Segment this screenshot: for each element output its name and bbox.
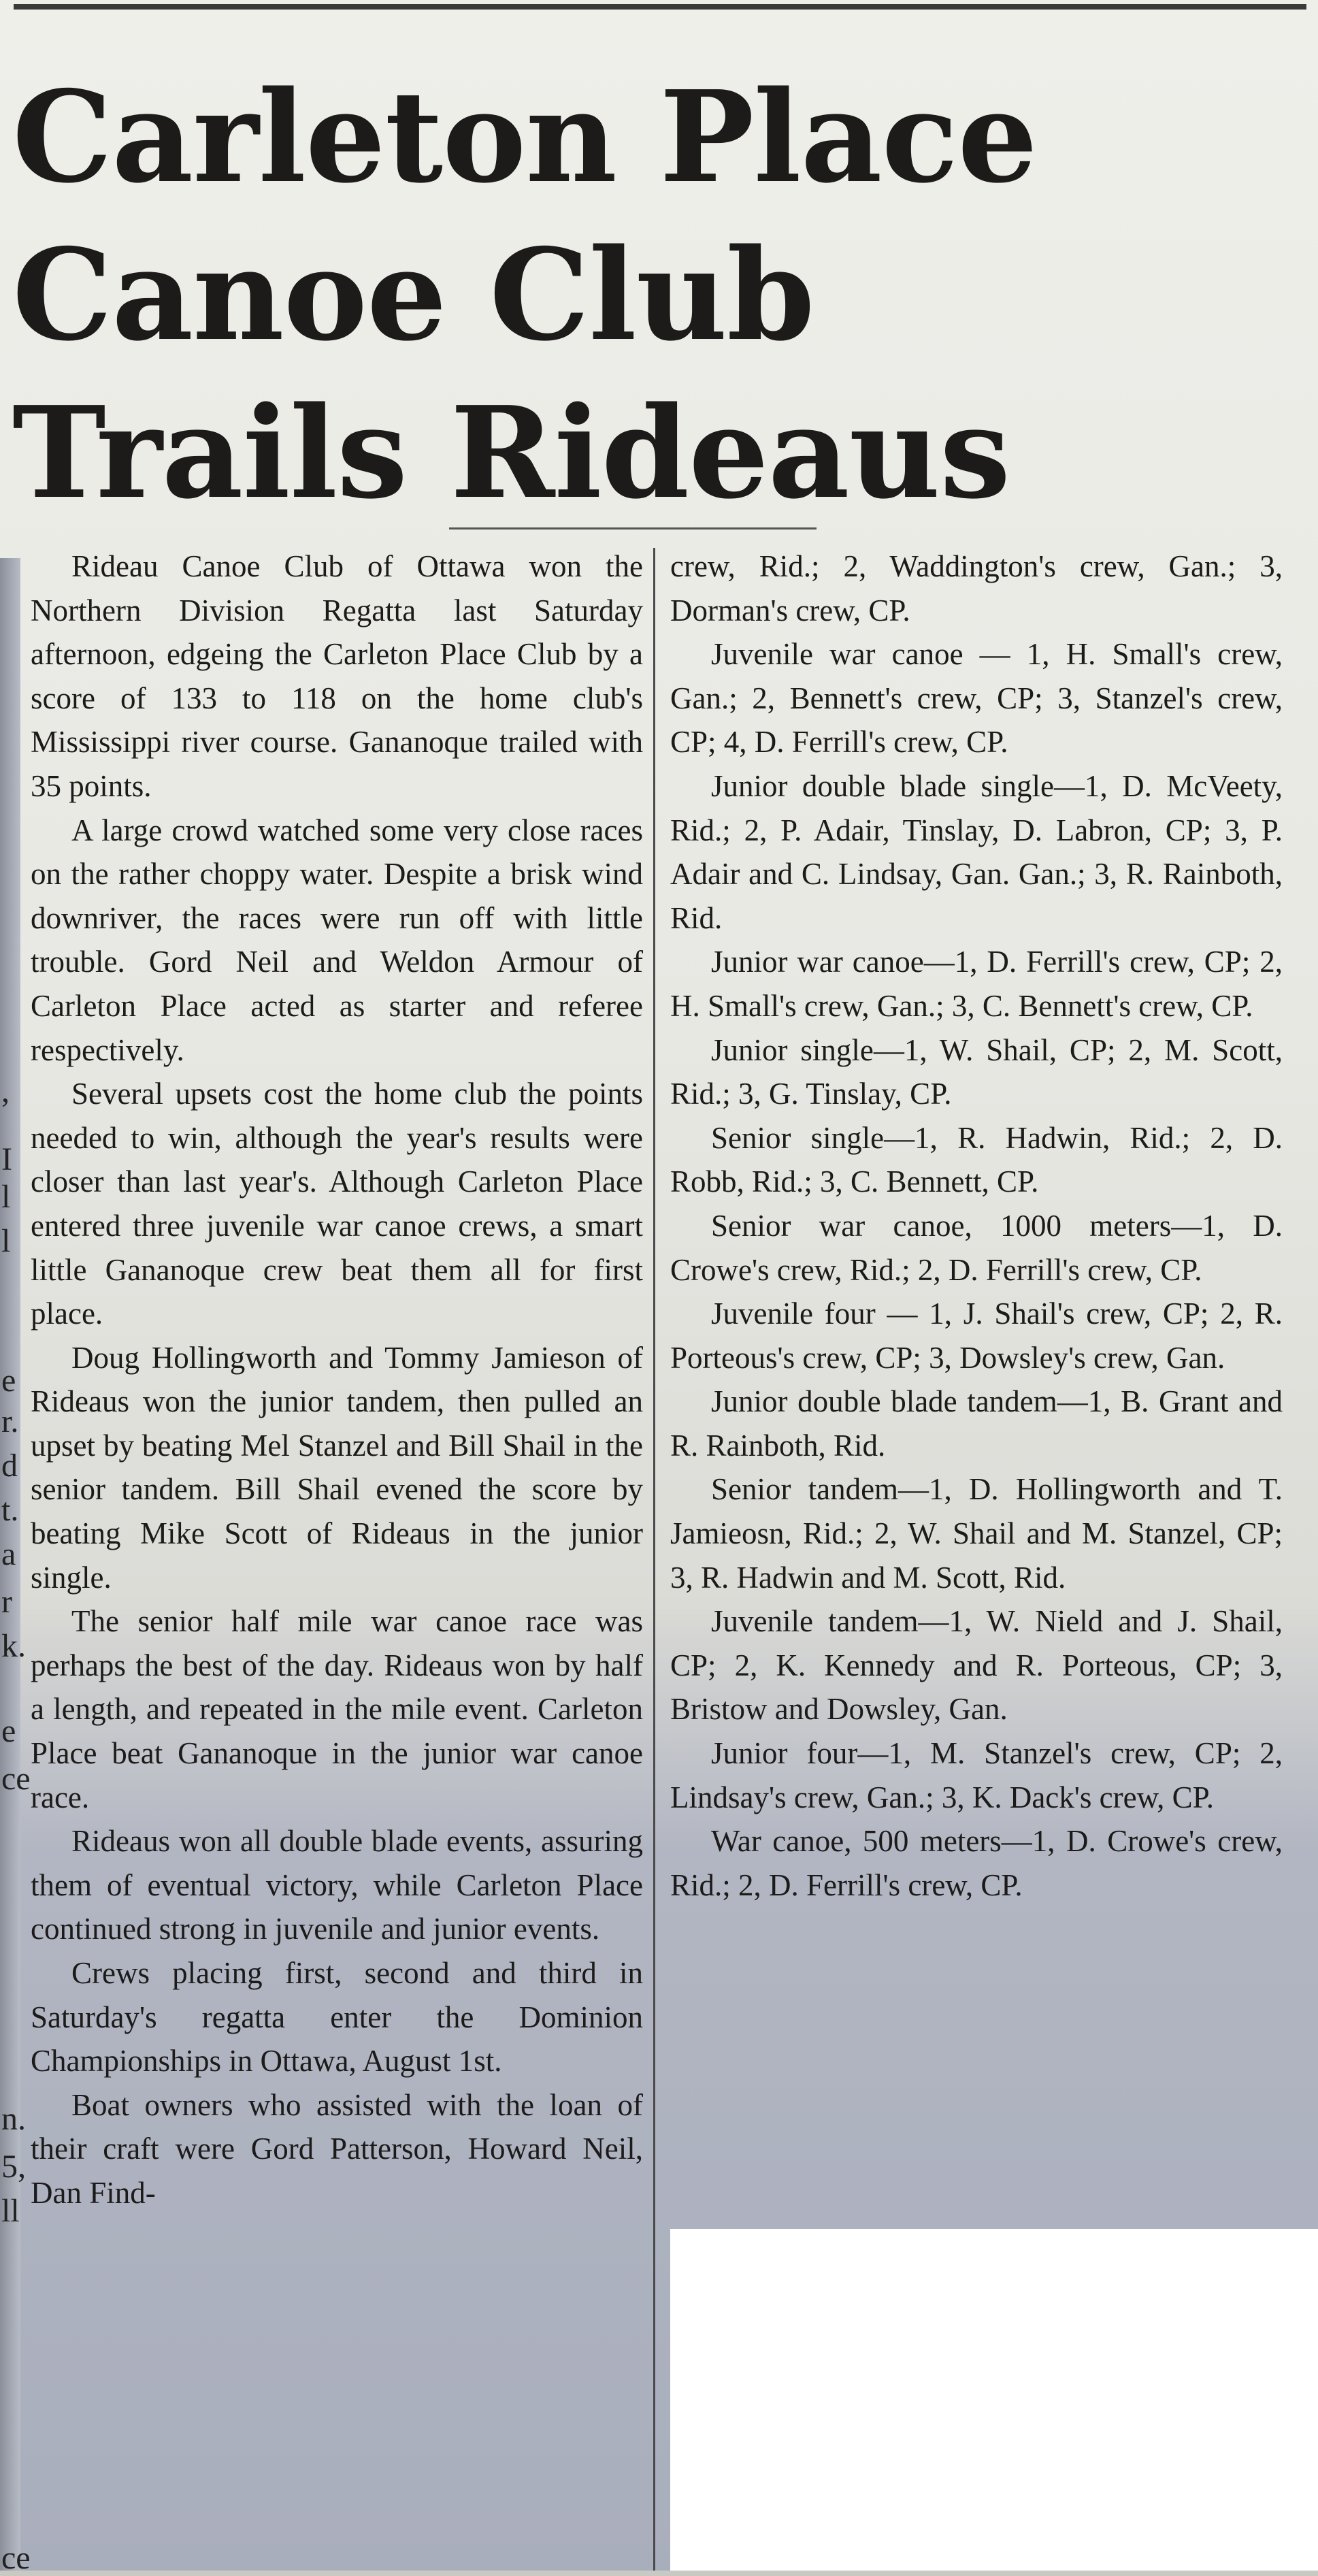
fold-fragment: t. <box>1 1492 19 1528</box>
result-paragraph: Juvenile war canoe — 1, H. Small's crew, Gan.; 2, Bennett's crew, CP; 3, Stanzel's crew, CP; 4, D. Ferrill's crew, CP. <box>670 637 1283 760</box>
fold-fragment: ce <box>1 1761 31 1797</box>
fold-fragment: I <box>1 1141 12 1177</box>
fold-fragment: r <box>1 1584 12 1620</box>
result-paragraph: Junior single—1, W. Shail, CP; 2, M. Scott, Rid.; 3, G. Tinslay, CP. <box>670 1032 1283 1111</box>
result-paragraph: Juvenile tandem—1, W. Nield and J. Shail, CP; 2, K. Kennedy and R. Porteous, CP; 3, Bristow and Dowsley, Gan. <box>670 1604 1283 1727</box>
fold-fragment: 5, <box>1 2149 26 2185</box>
article-paragraph: Crews placing first, second and third in Saturday's regatta enter the Dominion Championships in Ottawa, August 1st. <box>31 1956 643 2078</box>
result-paragraph: Juvenile four — 1, J. Shail's crew, CP; 2, R. Porteous's crew, CP; 3, Dowsley's crew, Gan. <box>670 1297 1283 1375</box>
fold-fragment: l <box>1 1179 11 1215</box>
fold-fragment: l <box>1 1223 11 1259</box>
fold-fragment: ce <box>1 2540 31 2576</box>
headline-line-2: Canoe Club <box>12 221 814 369</box>
result-paragraph: Senior single—1, R. Hadwin, Rid.; 2, D. Robb, Rid.; 3, C. Bennett, CP. <box>670 1120 1283 1199</box>
headline-rule <box>449 527 817 529</box>
results-right-column <box>670 544 1283 1907</box>
result-paragraph: War canoe, 500 meters—1, D. Crowe's crew, Rid.; 2, D. Ferrill's crew, CP. <box>670 1824 1283 1902</box>
article-left-column <box>31 544 643 2215</box>
result-paragraph: Senior tandem—1, D. Hollingworth and T. Jamieosn, Rid.; 2, W. Shail and M. Stanzel, CP; 3, R. Hadwin and M. Scott, Rid. <box>670 1472 1283 1595</box>
headline-line-3: Trails Rideaus <box>12 378 1010 527</box>
fold-fragment: a <box>1 1536 16 1572</box>
result-paragraph: Junior war canoe—1, D. Ferrill's crew, CP; 2, H. Small's crew, Gan.; 3, C. Bennett's crew, CP. <box>670 945 1283 1023</box>
article-paragraph: A large crowd watched some very close races on the rather choppy water. Despite a brisk wind downriver, the races were run off with little trouble. Gord Neil and Weldon Armour of Carleton Place acted as starter and referee respectively. <box>31 813 643 1067</box>
result-paragraph: Junior double blade single—1, D. McVeety, Rid.; 2, P. Adair, Tinslay, D. Labron, CP; 3, P. Adair and C. Lindsay, Gan. Gan.; 3, R. Rainboth, Rid. <box>670 768 1283 935</box>
fold-fragment: r. <box>1 1403 19 1439</box>
blank-area <box>670 2229 1318 2571</box>
article-paragraph: The senior half mile war canoe race was perhaps the best of the day. Rideaus won by half a length, and repeated in the mile event. Carleton Place beat Gananoque in the junior war canoe race. <box>31 1604 643 1814</box>
fold-fragment: e <box>1 1713 16 1749</box>
fold-fragment: , <box>1 1073 10 1109</box>
result-paragraph: crew, Rid.; 2, Waddington's crew, Gan.; 3, Dorman's crew, CP. <box>670 549 1283 627</box>
result-paragraph: Senior war canoe, 1000 meters—1, D. Crowe's crew, Rid.; 2, D. Ferrill's crew, CP. <box>670 1208 1283 1287</box>
result-paragraph: Junior double blade tandem—1, B. Grant and R. Rainboth, Rid. <box>670 1384 1283 1463</box>
result-paragraph: Junior four—1, M. Stanzel's crew, CP; 2, Lindsay's crew, Gan.; 3, K. Dack's crew, CP. <box>670 1736 1283 1814</box>
fold-fragment: k. <box>1 1628 26 1664</box>
adjacent-column-fold <box>0 558 31 2576</box>
article-paragraph: Several upsets cost the home club the points needed to win, although the year's results were closer than last year's. Although Carleton Place entered three juvenile war canoe crews, a smart little Gananoque crew beat them all for first place. <box>31 1077 643 1331</box>
headline-line-1: Carleton Place <box>12 63 1037 211</box>
article-paragraph: Rideau Canoe Club of Ottawa won the Northern Division Regatta last Saturday afternoon, edgeing the Carleton Place Club by a score of 133 to 118 on the home club's Mississippi river course. Gananoque trailed with 35 points. <box>31 549 643 803</box>
article-paragraph: Boat owners who assisted with the loan of their craft were Gord Patterson, Howard Neil, Dan Find- <box>31 2087 643 2210</box>
article-paragraph: Doug Hollingworth and Tommy Jamieson of Rideaus won the junior tandem, then pulled an upset by beating Mel Stanzel and Bill Shail in the senior tandem. Bill Shail evened the score by beating Mike Scott of Rideaus in the junior single. <box>31 1340 643 1595</box>
article-paragraph: Rideaus won all double blade events, assuring them of eventual victory, while Carleton Place continued strong in juvenile and junior events. <box>31 1824 643 1946</box>
column-divider <box>653 548 655 2571</box>
headline <box>12 58 1291 532</box>
fold-fragment: n. <box>1 2101 26 2137</box>
fold-fragment: d <box>1 1448 18 1484</box>
fold-fragment: e <box>1 1363 16 1399</box>
fold-fragment: ll <box>1 2193 20 2229</box>
top-rule <box>14 4 1306 10</box>
